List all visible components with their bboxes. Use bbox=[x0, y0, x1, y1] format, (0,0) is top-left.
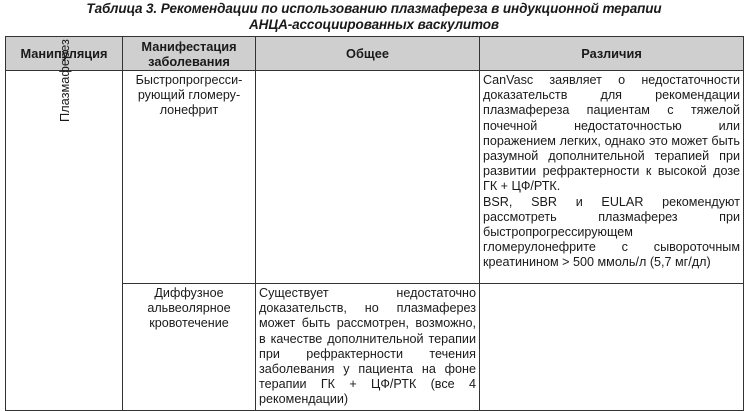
differences-cell bbox=[480, 71, 744, 284]
differences-paragraph: CanVasc заявляет о недостаточности доказательств для рекомендации плазмафереза пациентам с тяжелой почечной недостаточностью или поражением легких, однако это может быть разумной дополнительной терапией при развитии рефрактерности к высокой дозе ГК + ЦФ/РТК. bbox=[483, 73, 740, 194]
caption-line-1: Таблица 3. Рекомендации по использованию плазмафереза в индукционной терапии bbox=[86, 1, 662, 16]
recommendations-table bbox=[5, 36, 744, 411]
manifestation-text: Быстропрогресси-рующий гломеру-лонефрит bbox=[135, 73, 243, 118]
differences-paragraph: BSR, SBR и EULAR рекомендуют рассмотреть плазмаферез при быстропрогрессирующем гломерулонефрите с сывороточным креатинином > 500 ммоль/л (5,7 мг/дл) bbox=[483, 194, 740, 270]
caption-line-2: АНЦА-ассоциированных васкулитов bbox=[249, 17, 499, 32]
differences-cell bbox=[480, 284, 744, 411]
manipulation-label: Плазмаферез bbox=[56, 39, 72, 123]
common-text: Существует недостаточно доказательств, но плазмаферез может быть рассмотрен, возможно, в качестве дополнительной терапии при рефрактерности течения заболевания у пациента на фоне терапии ГК + ЦФ/РТК (все 4 рекомендации) bbox=[259, 286, 476, 407]
table-header-row bbox=[6, 37, 744, 71]
header-manipulation: Манипуляция bbox=[6, 37, 123, 71]
table-caption bbox=[0, 1, 748, 33]
header-manifestation: Манифестация заболевания bbox=[123, 37, 256, 71]
common-cell bbox=[256, 71, 480, 284]
common-cell bbox=[256, 284, 480, 411]
manifestation-cell bbox=[123, 284, 256, 411]
manifestation-cell bbox=[123, 71, 256, 284]
table-row bbox=[6, 71, 744, 284]
manifestation-text: Диффузное альвеолярное кровотечение bbox=[147, 286, 231, 331]
header-common: Общее bbox=[256, 37, 480, 71]
header-differences: Различия bbox=[480, 37, 744, 71]
